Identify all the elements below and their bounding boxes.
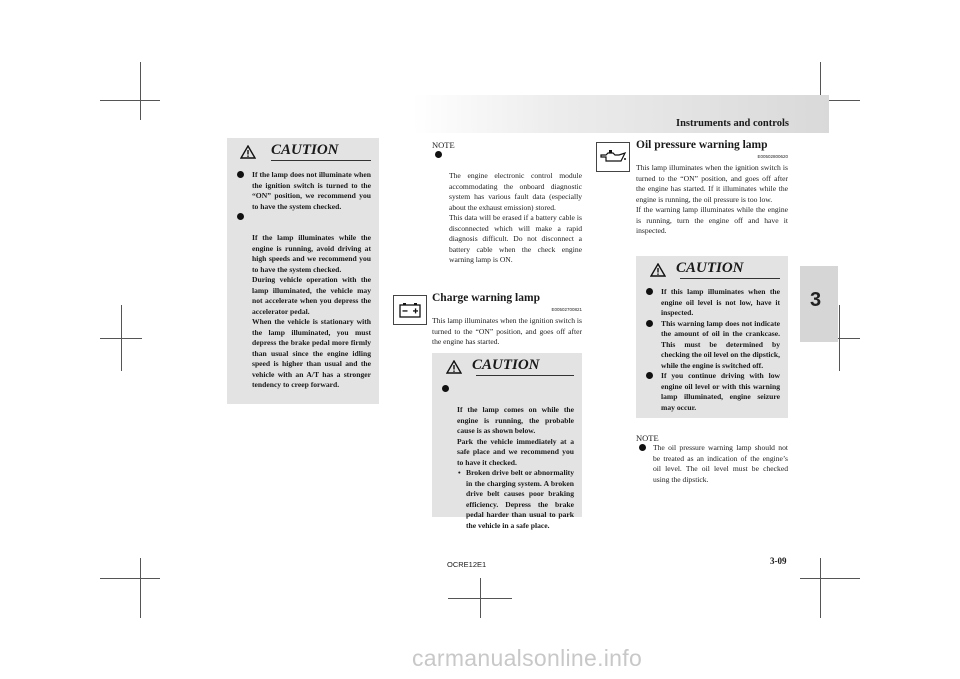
- bullet-icon: [639, 444, 646, 451]
- bullet-icon: [237, 171, 244, 178]
- caution-item: If the lamp comes on while the engine is running, the probable cause is as shown below. Park the vehicle immediately at a safe place and we recommend you to have it checked.: [440, 384, 574, 468]
- charge-section: [432, 292, 582, 348]
- note-block-diagnosis: [432, 140, 582, 266]
- caution-item: If the lamp does not illuminate when the ignition switch is turned to the “ON” position, we recommend you to have the system checked.: [235, 170, 371, 212]
- charge-lamp-frame: [393, 295, 427, 325]
- oil-lamp-frame: [596, 142, 630, 172]
- note-block-oil: [636, 433, 788, 485]
- section-title: Oil pressure warning lamp: [636, 139, 768, 151]
- warning-triangle-icon: [240, 145, 256, 159]
- section-code: E00502800620: [757, 154, 788, 159]
- chapter-number: 3: [810, 289, 822, 311]
- note-label: NOTE: [636, 433, 659, 443]
- bullet-icon: [442, 385, 449, 392]
- footer-code: OCRE12E1: [447, 560, 487, 569]
- caution-title: CAUTION: [472, 357, 540, 373]
- oil-section: [636, 139, 788, 237]
- caution-rule: [680, 278, 780, 279]
- bullet-icon: [435, 151, 442, 158]
- caution-item: This warning lamp does not indicate the amount of oil in the crankcase. This must be determined by checking the oil level on the dipstick, while the engine is switched off.: [644, 319, 780, 372]
- caution-header: [440, 353, 574, 381]
- sub-bullet: •: [458, 468, 461, 477]
- page-number: 3-09: [770, 556, 787, 566]
- caution-sub-item: • Broken drive belt or abnormality in the charging system. A broken drive belt causes poor braking efficiency. Depress the brake pedal harder than usual to park the vehicle in a safe place.: [458, 468, 574, 530]
- note-item: The engine electronic control module accommodating the onboard diagnostic system has various fault data (especially about the exhaust emission) stored. This data will be erased if a battery cable is disconnected which will make a rapid diagnosis difficult. Do not disconnect a battery cable when the check engine warning lamp is ON.: [432, 150, 582, 266]
- warning-triangle-icon: [650, 263, 666, 277]
- caution-box-charge: [432, 353, 582, 530]
- caution-item: If you continue driving with low engine oil level or with this warning lamp illuminated, engine seizure may occur.: [644, 371, 780, 413]
- caution-header: [235, 138, 371, 166]
- caution-item: If the lamp illuminates while the engine is running, avoid driving at high speeds and we recommend you to have the system checked. During vehicle operation with the lamp illuminated, the vehicle may not accelerate when you depress the accelerator pedal. When the vehicle is stationary with the lamp illuminated, you must depress the brake pedal more firmly than usual since the engine idling speed is higher than usual and the vehicle with an A/T has a stronger tendency to creep forward.: [235, 212, 371, 391]
- bullet-icon: [237, 213, 244, 220]
- section-code: E00502700821: [551, 307, 582, 312]
- oil-can-icon: [597, 143, 629, 171]
- caution-item: If this lamp illuminates when the engine oil level is not low, have it inspected.: [644, 287, 780, 319]
- caution-title: CAUTION: [676, 260, 744, 276]
- warning-triangle-icon: [446, 360, 462, 374]
- battery-icon: [394, 296, 426, 324]
- bullet-icon: [646, 320, 653, 327]
- section-title: Charge warning lamp: [432, 292, 540, 304]
- page-header-title: Instruments and controls: [676, 118, 789, 129]
- section-body: This lamp illuminates when the ignition switch is turned to the “ON” position, and goes off after the engine has started. If it illuminates while the engine is running, the oil pressure is too low. If the warning lamp illuminates while the engine is running, turn the engine off and have it inspected.: [636, 163, 788, 235]
- bullet-icon: [646, 288, 653, 295]
- note-item: The oil pressure warning lamp should not be treated as an indication of the engine’s oil level. The oil level must be checked using the dipstick.: [636, 443, 788, 485]
- caution-title: CAUTION: [271, 142, 339, 158]
- caution-rule: [476, 375, 574, 376]
- bullet-icon: [646, 372, 653, 379]
- watermark-text: carmanualsonline.info: [412, 645, 643, 671]
- caution-rule: [271, 160, 371, 161]
- caution-box-oil: [636, 256, 788, 418]
- section-body: This lamp illuminates when the ignition switch is turned to the “ON” position, and goes off after the engine has started.: [432, 316, 582, 346]
- note-label: NOTE: [432, 140, 455, 150]
- caution-box-lamp: [227, 138, 379, 404]
- caution-header: [644, 256, 780, 284]
